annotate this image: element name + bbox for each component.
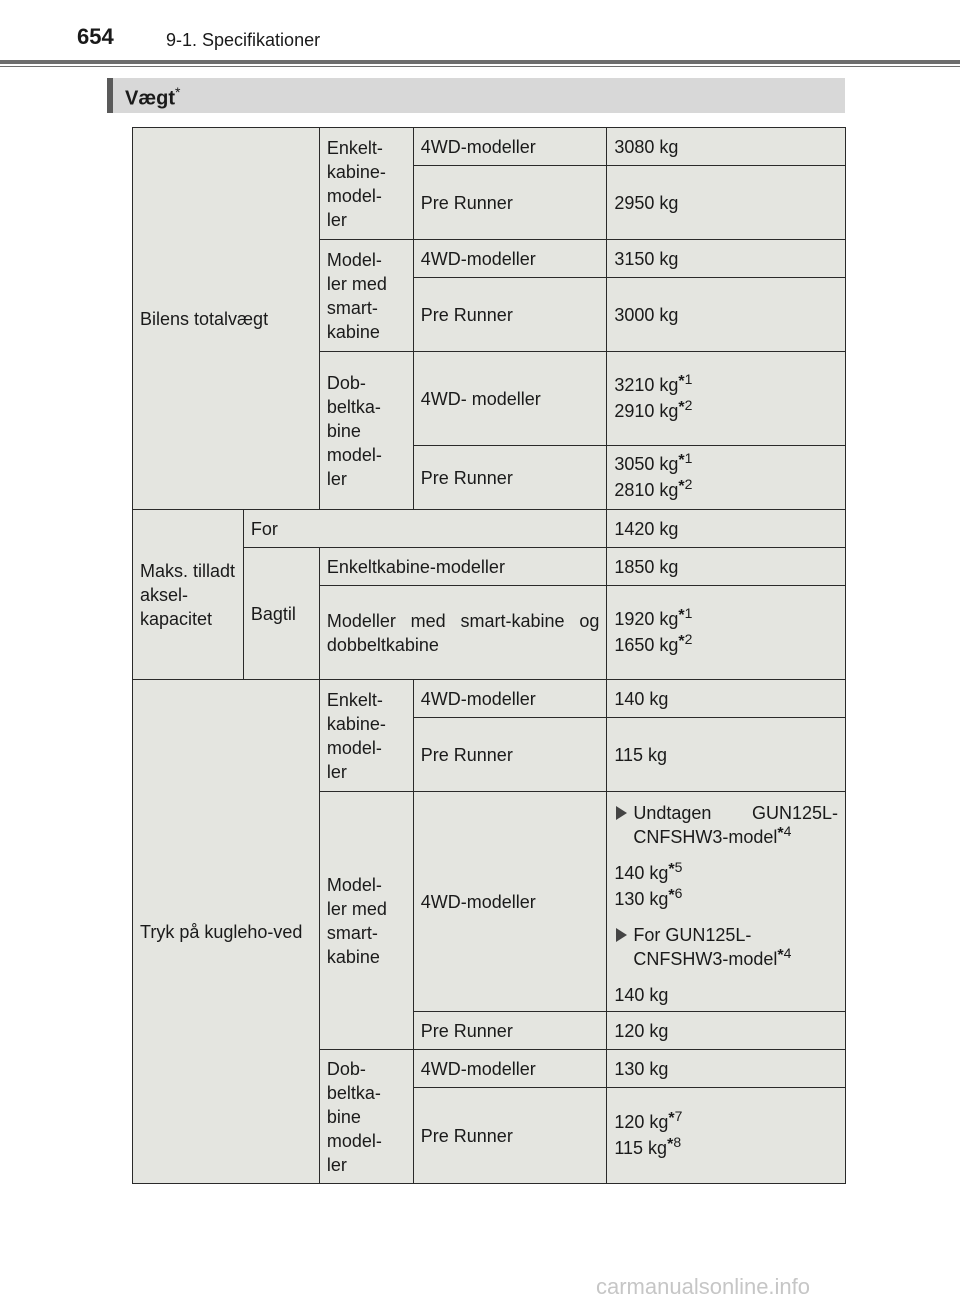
cell-value: 3050 kg*$^1$ 2810 kg*$^2$ xyxy=(607,446,846,510)
watermark: carmanualsonline.info xyxy=(596,1274,811,1299)
section-heading-bar xyxy=(107,78,845,113)
cell-model: 4WD- modeller xyxy=(413,352,607,446)
cell-value: 3150 kg xyxy=(607,240,846,278)
table-row xyxy=(133,680,846,718)
cell-value: 1420 kg xyxy=(607,510,846,548)
triangle-bullet-icon xyxy=(616,806,627,820)
cell-value: 120 kg xyxy=(607,1012,846,1050)
cell-value: 115 kg xyxy=(607,718,846,792)
cell-value: 130 kg xyxy=(607,1050,846,1088)
row-label-axle: Maks. tilladt aksel-kapacitet xyxy=(133,510,244,680)
cell-value: 1850 kg xyxy=(607,548,846,586)
header-rule-thin xyxy=(0,66,960,67)
cell-front: For xyxy=(243,510,606,548)
cell-model: Pre Runner xyxy=(413,718,607,792)
cell-model: Enkeltkabine-modeller xyxy=(319,548,607,586)
weight-table xyxy=(132,127,846,1184)
cell-value: 1920 kg*$^1$ 1650 kg*$^2$ xyxy=(607,586,846,680)
cell-rear: Bagtil xyxy=(243,548,319,680)
heading-title: Vægt* xyxy=(125,84,181,110)
list-item: Undtagen GUN125L-CNFSHW3-model*$^4$ xyxy=(614,801,838,851)
cell-enkelt-kabine: Enkelt- kabine- model- ler xyxy=(319,128,413,240)
table-row xyxy=(133,510,846,548)
cell-value: 3080 kg xyxy=(607,128,846,166)
cell-value: 3210 kg*$^1$ 2910 kg*$^2$ xyxy=(607,352,846,446)
page-number: 654 xyxy=(77,24,114,49)
cell-value: 140 kg xyxy=(607,680,846,718)
cell-value: 120 kg*$^7$ 115 kg*$^8$ xyxy=(607,1088,846,1184)
header-rule xyxy=(0,60,960,64)
heading-accent xyxy=(107,78,113,113)
table-row xyxy=(133,128,846,166)
cell-model: Pre Runner xyxy=(413,278,607,352)
cell-model: Pre Runner xyxy=(413,446,607,510)
triangle-bullet-icon xyxy=(616,928,627,942)
cell-model: Pre Runner xyxy=(413,1012,607,1050)
section-title: 9-1. Specifikationer xyxy=(166,30,321,50)
cell-model: 4WD-modeller xyxy=(413,792,607,1012)
cell-model: Pre Runner xyxy=(413,1088,607,1184)
cell-model: 4WD-modeller xyxy=(413,240,607,278)
cell-model: 4WD-modeller xyxy=(413,1050,607,1088)
cell-value: 3000 kg xyxy=(607,278,846,352)
cell-enkelt-kabine: Enkelt- kabine- model- ler xyxy=(319,680,413,792)
row-label-ball: Tryk på kugleho-ved xyxy=(133,680,320,1184)
cell-smart-kabine: Model- ler med smart- kabine xyxy=(319,792,413,1050)
cell-model: Pre Runner xyxy=(413,166,607,240)
cell-dobbelt-kabine: Dob- beltka- bine model- ler xyxy=(319,352,413,510)
cell-smart-kabine: Model- ler med smart- kabine xyxy=(319,240,413,352)
cell-model: Modeller med smart-kabine og dobbeltkabine xyxy=(319,586,607,680)
cell-model: 4WD-modeller xyxy=(413,680,607,718)
cell-model: 4WD-modeller xyxy=(413,128,607,166)
row-label-total-weight: Bilens totalvægt xyxy=(133,128,320,510)
list-item: For GUN125L-CNFSHW3-model*$^4$ xyxy=(614,923,838,973)
cell-dobbelt-kabine: Dob- beltka- bine model- ler xyxy=(319,1050,413,1184)
cell-value-conditional: Undtagen GUN125L-CNFSHW3-model*$^4$ 140 kg*$^5$ 130 kg*$^6$ For GUN125L-CNFSHW3-model*$^4$ 140 kg xyxy=(607,792,846,1012)
cell-value: 2950 kg xyxy=(607,166,846,240)
